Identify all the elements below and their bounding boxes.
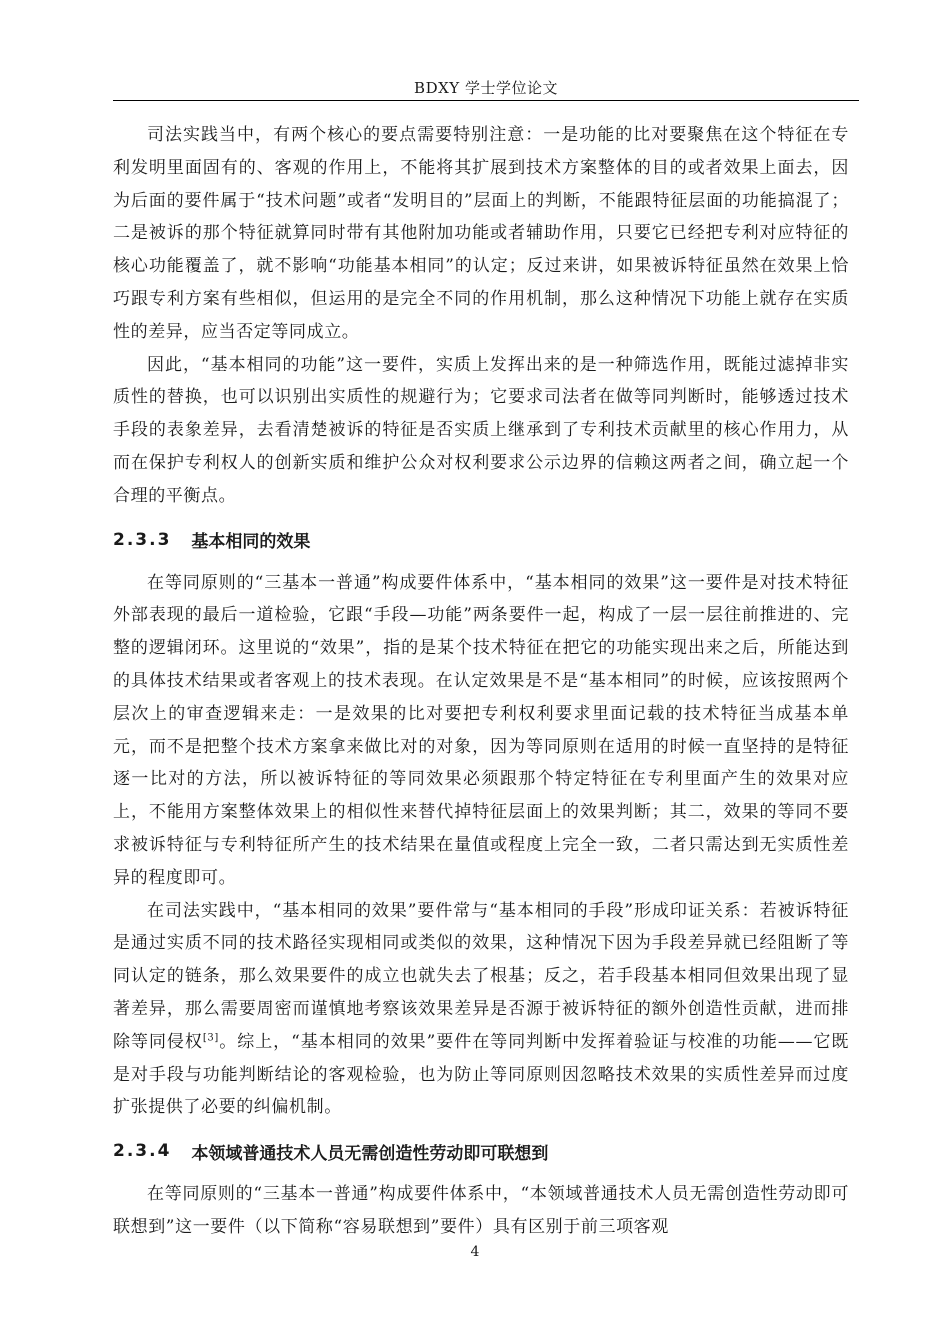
- paragraph-function-conclusion: 因此，“基本相同的功能”这一要件，实质上发挥出来的是一种筛选作用，既能过滤掉非实质性的替换，也可以识别出实质性的规避行为；它要求司法者在做等同判断时，能够透过技术手段的表象差异，去看清楚被诉的特征是否实质上继承到了专利技术贡献里的核心作用力，从而在保护专利权人的创新实质和维护公众对权利要求公示边界的信赖这两者之间，确立起一个合理的平衡点。: [113, 354, 849, 506]
- paragraph-text: 在司法实践中，“基本相同的效果”要件常与“基本相同的手段”形成印证关系：若被诉特征是通过实质不同的技术路径实现相同或类似的效果，这种情况下因为手段差异就已经阻断了等同认定的链条，那么效果要件的成立也就失去了根基；反之，若手段基本相同但效果出现了显著差异，那么需要周密而谨慎地考察该效果差异是否源于被诉特征的额外创造性贡献，进而排除等同侵权: [113, 900, 849, 1052]
- section-title: 基本相同的效果: [191, 532, 311, 553]
- paragraph-effect-practice: [113, 895, 849, 1125]
- paragraph-effect-definition: 在等同原则的“三基本一普通”构成要件体系中，“基本相同的效果”这一要件是对技术特征外部表现的最后一道检验，它跟“手段—功能”两条要件一起，构成了一层一层往前推进的、完整的逻辑闭环。这里说的“效果”，指的是某个技术特征在把它的功能实现出来之后，所能达到的具体技术结果或者客观上的技术表现。在认定效果是不是“基本相同”的时候，应该按照两个层次上的审查逻辑来走：一是效果的比对要把专利权利要求里面记载的技术特征当成基本单元，而不是把整个技术方案拿来做比对的对象，因为等同原则在适用的时候一直坚持的是特征逐一比对的方法，所以被诉特征的等同效果必须跟那个特定特征在专利里面产生的效果对应上，不能用方案整体效果上的相似性来替代掉特征层面上的效果判断；其二，效果的等同不要求被诉特征与专利特征所产生的技术结果在量值或程度上完全一致，二者只需达到无实质性差异的程度即可。: [113, 572, 849, 888]
- citation-reference: [3]: [202, 1032, 219, 1044]
- section-number: 2.3.4: [113, 1141, 172, 1162]
- paragraph-text: 。综上，“基本相同的效果”要件在等同判断中发挥着验证与校准的功能——它既是对手段与功能判断结论的客观检验，也为防止等同原则因忽略技术效果的实质性差异而过度扩张提供了必要的纠偏机制。: [113, 1031, 850, 1118]
- section-title: 本领域普通技术人员无需创造性劳动即可联想到: [191, 1143, 549, 1164]
- paragraph-practice-notes: 司法实践当中，有两个核心的要点需要特别注意：一是功能的比对要聚焦在这个特征在专利发明里面固有的、客观的作用上，不能将其扩展到技术方案整体的目的或者效果上面去，因为后面的要件属于“技术问题”或者“发明目的”层面上的判断，不能跟特征层面的功能搞混了；二是被诉的那个特征就算同时带有其他附加功能或者辅助作用，只要它已经把专利对应特征的核心功能覆盖了，就不影响“功能基本相同”的认定；反过来讲，如果被诉特征虽然在效果上恰巧跟专利方案有些相似，但运用的是完全不同的作用机制，那么这种情况下功能上就存在实质性的差异，应当否定等同成立。: [113, 125, 849, 342]
- page-number: 4: [470, 1244, 480, 1260]
- paragraph-easy-association-intro: 在等同原则的“三基本一普通”构成要件体系中，“本领域普通技术人员无需创造性劳动即可联想到”这一要件（以下简称“容易联想到”要件）具有区别于前三项客观: [113, 1184, 849, 1237]
- page-header-title: BDXY 学士学位论文: [414, 79, 558, 97]
- header-divider: [113, 100, 859, 101]
- section-heading-2-3-3: [113, 513, 849, 567]
- document-body: [113, 119, 849, 1244]
- section-heading-2-3-4: [113, 1124, 849, 1178]
- section-number: 2.3.3: [113, 529, 172, 550]
